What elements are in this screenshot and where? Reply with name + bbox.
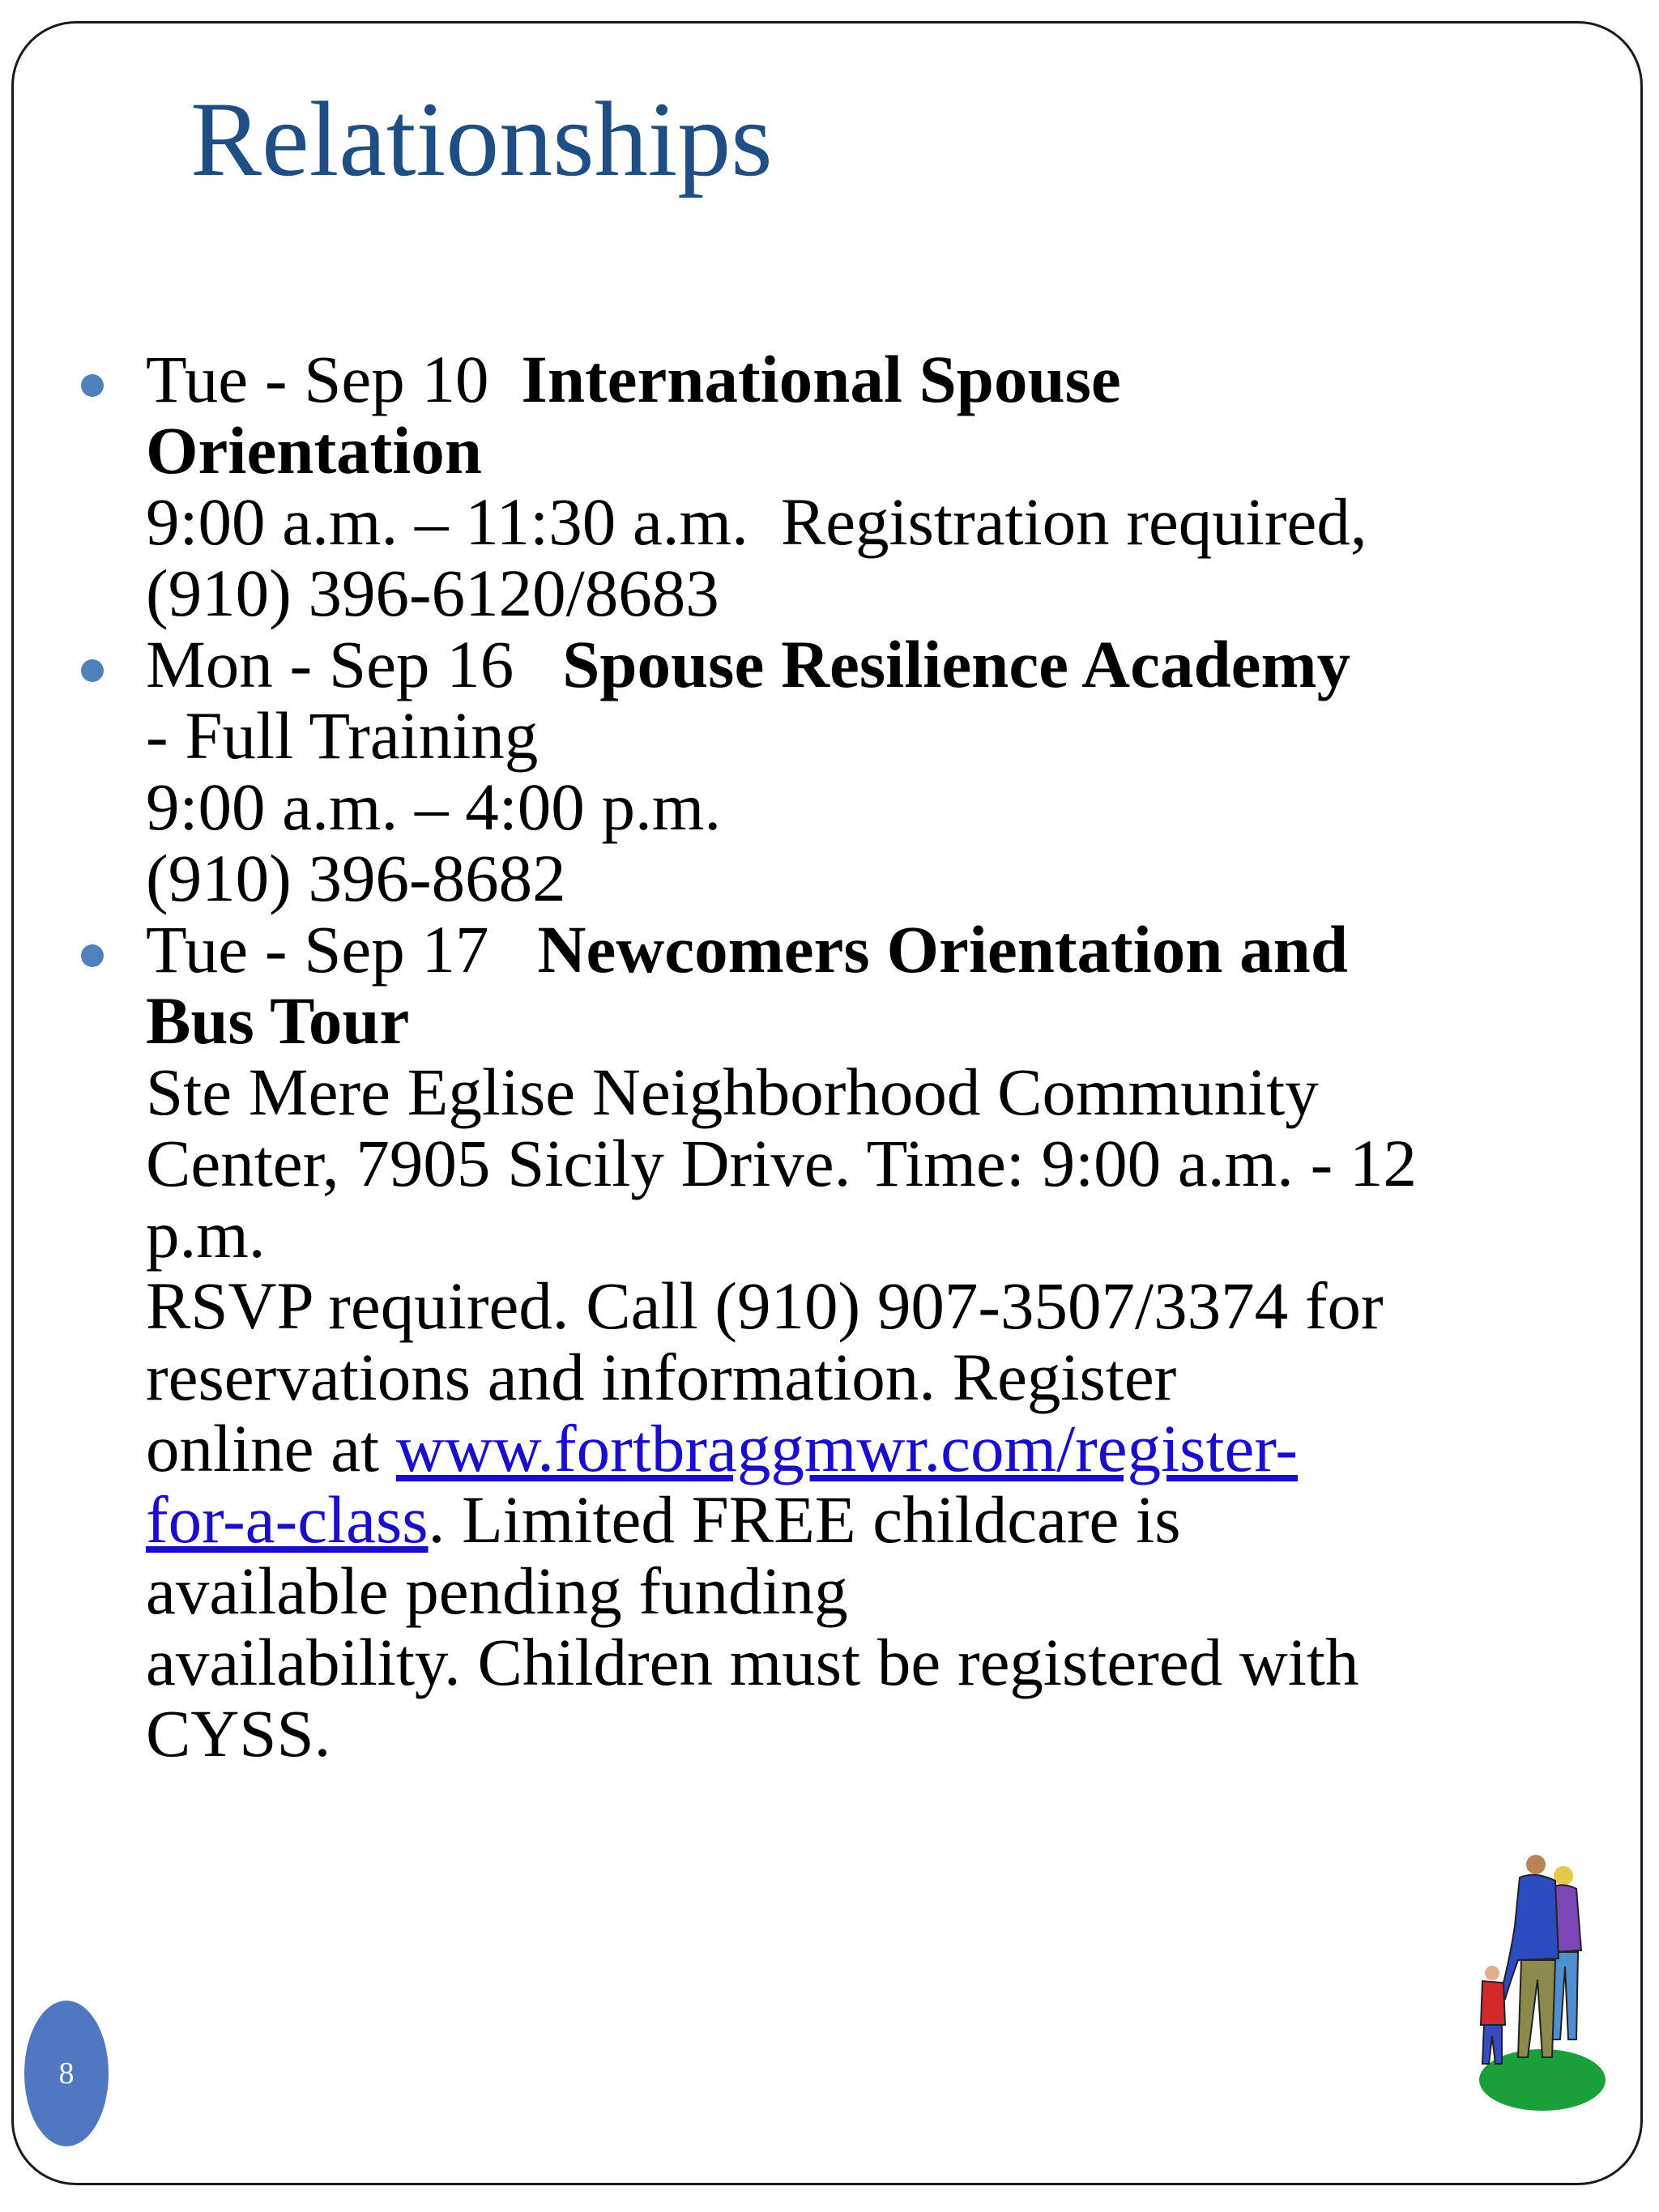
bullet-icon [81, 374, 104, 397]
event-rsvp: RSVP required. Call (910) 907-3507/3374 for [146, 1268, 1384, 1343]
event-title: Spouse Resilience Academy [562, 627, 1351, 701]
event-item [81, 629, 1604, 914]
event-date: Tue - Sep 17 [146, 912, 489, 987]
event-time: 9:00 a.m. – 4:00 p.m. [146, 769, 722, 844]
childcare-text: CYSS. [146, 1696, 331, 1771]
event-time: 9:00 a.m. – 11:30 a.m. [146, 484, 748, 559]
family-walking-icon [1468, 1837, 1617, 2112]
event-title: International Spouse [521, 342, 1121, 416]
slide-title: Relationships [190, 79, 773, 198]
event-date: Mon - Sep 16 [146, 627, 514, 701]
register-link[interactable]: www.fortbraggmwr.com/register- [395, 1411, 1298, 1485]
event-location: Ste Mere Eglise Neighborhood Community [146, 1055, 1319, 1129]
page-number-badge [24, 2001, 109, 2146]
event-date: Tue - Sep 10 [146, 342, 489, 416]
childcare-text: available pending funding [146, 1554, 848, 1628]
event-item [81, 343, 1604, 629]
bullet-icon [81, 944, 104, 967]
childcare-text: . Limited FREE childcare is [428, 1482, 1181, 1557]
event-title-cont: Orientation [146, 413, 482, 488]
event-title-cont: Bus Tour [146, 983, 410, 1058]
event-phone: (910) 396-6120/8683 [146, 556, 719, 630]
event-note: Registration required, [780, 484, 1367, 559]
event-phone: (910) 396-8682 [146, 841, 566, 915]
register-link-cont[interactable]: for-a-class [146, 1482, 429, 1557]
event-location: Center, 7905 Sicily Drive. Time: 9:00 a.m. - 12 [146, 1126, 1417, 1200]
event-title-cont: - Full Training [146, 698, 539, 773]
online-prefix: online at [146, 1411, 396, 1485]
page-number: 8 [58, 2056, 75, 2091]
childcare-text: availability. Children must be registered with [146, 1625, 1359, 1699]
event-item [81, 914, 1604, 1769]
bullet-icon [81, 659, 104, 682]
event-rsvp: reservations and information. Register [146, 1340, 1177, 1414]
event-location: p.m. [146, 1197, 266, 1272]
event-title: Newcomers Orientation and [537, 912, 1348, 987]
event-list [81, 343, 1604, 1769]
